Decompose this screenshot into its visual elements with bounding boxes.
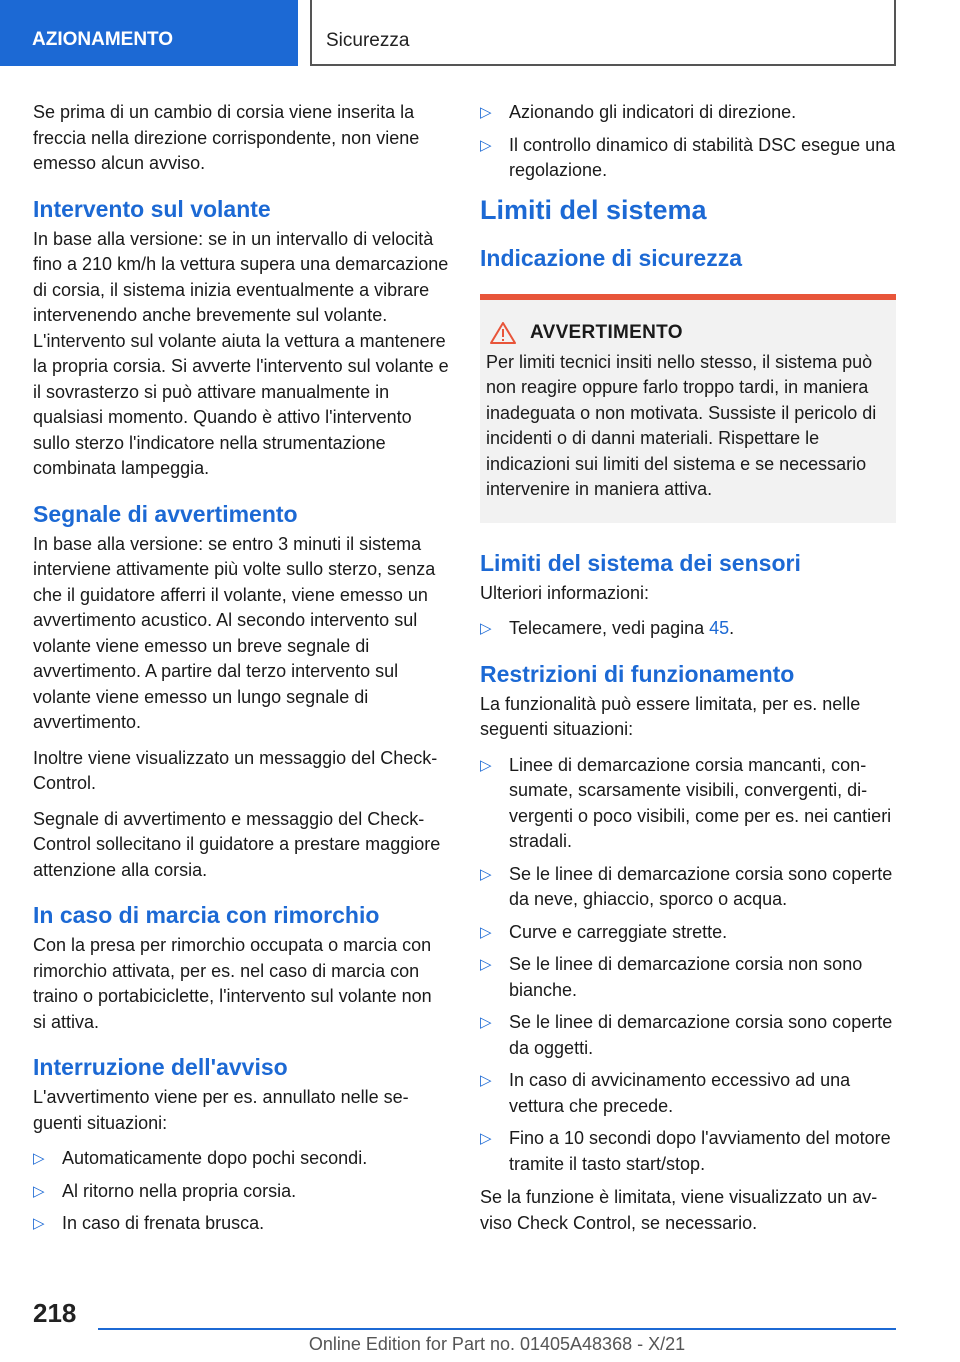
list-item: ▷ Automaticamente dopo pochi secondi. <box>33 1146 449 1172</box>
sensor-list <box>480 616 896 642</box>
warning-title: AVVERTIMENTO <box>530 321 683 343</box>
bullet-triangle-icon: ▷ <box>480 620 492 637</box>
list-item: ▷ In caso di avvicinamento eccessivo ad una vettura che precede. <box>480 1070 851 1116</box>
restrictions-heading: Restrizioni di funzionamento <box>480 660 795 687</box>
warning-signal-heading: Segnale di avvertimento <box>33 500 298 527</box>
warning-signal-paragraph-3: Segnale di avvertimento e messaggio del Check-Control sollecitano il guidatore a prestare maggiore attenzione alla corsia. <box>33 808 441 880</box>
steering-paragraph: In base alla versione: se in un intervallo di velocità fino a 210 km/h la vettura supera una demarcazione di corsia, il sistema inizia eventualmente a vibrare intervenendo anche brevemente sul volante. L'intervento sul volante aiuta la vettura a mantenere la propria corsia. Si avverte l'intervento sul volante e il sovrasterzo si può attivare manualmente in qualsiasi momento. Quando è attivo l'intervento sullo sterzo l'indicatore nella strumentazione combinata lampeggia. <box>33 228 449 478</box>
edition-note: Online Edition for Part no. 01405A48368 - X/21 <box>308 1334 686 1354</box>
left-column <box>33 100 449 1245</box>
list-item: ▷ Azionando gli indicatori di direzione. <box>480 100 896 126</box>
bullet-triangle-icon: ▷ <box>33 1182 45 1200</box>
bullet-triangle-icon: ▷ <box>480 956 492 973</box>
list-item: ▷ Al ritorno nella propria corsia. <box>33 1179 449 1205</box>
warning-text: Per limiti tecnici insiti nello stesso, il sistema può non reagire oppure farlo troppo tardi, in maniera inadeguata o non motivata. Sussiste il pericolo di incidenti o di danni materiali. Rispettare le indicazioni sui limiti del sistema e se necessario intervenire in maniera attiva. <box>486 351 877 499</box>
restrictions-list <box>480 753 896 1178</box>
list-item: ▷ Se le linee di demarcazione corsia sono coperte da neve, ghiaccio, sporco o acqua. <box>480 863 893 909</box>
bullet-triangle-icon: ▷ <box>480 1130 492 1147</box>
right-column <box>480 100 896 1246</box>
section-tab: AZIONAMENTO <box>0 0 298 66</box>
steering-heading: Intervento sul volante <box>33 195 271 222</box>
page-link[interactable]: 45 <box>709 618 730 638</box>
intro-paragraph: Se prima di un cambio di corsia viene inserita la freccia nella direzione corrispondente, non viene emesso alcun avviso. <box>33 102 420 173</box>
warning-signal-paragraph-1: In base alla versione: se entro 3 minuti il sistema interviene attivamente più volte sullo sterzo, senza che il guidatore afferri il volante, viene emesso un avvertimento acustico. Al secondo intervento sul volante viene emesso un breve segnale di avvertimento. A partire dal terzo intervento sul volante viene emesso un lungo segnale di avvertimento. <box>33 533 436 732</box>
bullet-triangle-icon: ▷ <box>33 1215 45 1232</box>
bullet-triangle-icon: ▷ <box>480 756 492 774</box>
page-header <box>0 0 960 66</box>
restrictions-closing: Se la funzione è limitata, viene visualizzato un avviso Check Control, se necessario. <box>480 1187 878 1233</box>
safety-heading: Indicazione di sicurezza <box>480 244 743 271</box>
list-item: ▷ Telecamere, vedi pagina 45. <box>480 616 896 642</box>
trailer-heading: In caso di marcia con rimorchio <box>33 902 380 928</box>
chapter-tab: Sicurezza <box>310 0 896 66</box>
trailer-paragraph: Con la presa per rimorchio occupata o marcia con rimorchio attivata, per es. nel caso di marcia con traino o portabiciclette, l'intervento sul volante non si attiva. <box>33 935 432 1032</box>
sensor-limits-heading: Limiti del sistema dei sensori <box>480 549 801 576</box>
bullet-triangle-icon: ▷ <box>480 1014 492 1031</box>
page-number: 218 <box>33 1298 77 1328</box>
list-item: ▷ Se le linee di demarcazione corsia sono coperte da oggetti. <box>480 1012 893 1058</box>
footer-divider <box>98 1328 896 1330</box>
interrupt-list <box>33 1146 449 1237</box>
list-item: ▷ Se le linee di demarcazione corsia non sono bianche. <box>480 954 863 1000</box>
bullet-triangle-icon: ▷ <box>480 1072 492 1089</box>
warning-signal-paragraph-2: Inoltre viene visualizzato un messaggio del Check-Control. <box>33 747 438 793</box>
list-item: ▷ Il controllo dinamico di stabilità DSC esegue una regolazione. <box>480 134 896 180</box>
restrictions-paragraph: La funzionalità può essere limitata, per es. nelle seguenti situazioni: <box>480 693 861 739</box>
list-item: ▷ Curve e carreggiate strette. <box>480 920 896 946</box>
sensor-limits-paragraph: Ulteriori informazioni: <box>480 582 650 603</box>
warning-triangle-icon <box>490 322 516 344</box>
continued-list <box>480 100 896 184</box>
bullet-triangle-icon: ▷ <box>33 1150 45 1167</box>
list-item: ▷ Fino a 10 secondi dopo l'avviamento del motore tramite il tasto start/stop. <box>480 1128 891 1174</box>
warning-header <box>486 322 884 344</box>
warning-box <box>480 294 896 523</box>
bullet-triangle-icon: ▷ <box>480 136 492 154</box>
bullet-triangle-icon: ▷ <box>480 923 492 941</box>
bullet-triangle-icon: ▷ <box>480 104 492 121</box>
interrupt-heading: Interruzione dell'avviso <box>33 1054 288 1080</box>
list-item: ▷ In caso di frenata brusca. <box>33 1211 449 1237</box>
list-item: ▷ Linee di demarcazione corsia mancanti, consumate, scarsamente visibili, convergenti, divergenti o poco visibili, come per es. nei cantieri stradali. <box>480 754 892 851</box>
interrupt-paragraph: L'avvertimento viene per es. annullato nelle seguenti situazioni: <box>33 1087 409 1133</box>
system-limits-heading: Limiti del sistema <box>480 194 707 225</box>
bullet-triangle-icon: ▷ <box>480 865 492 883</box>
